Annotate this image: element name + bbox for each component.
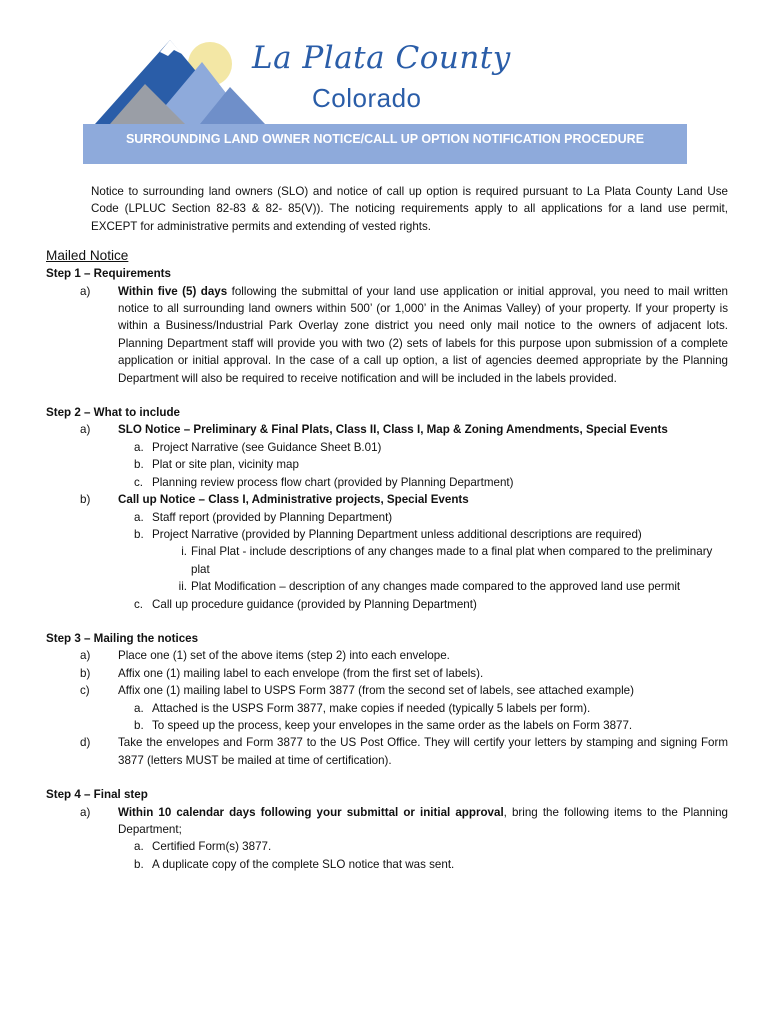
item-label: a) (80, 649, 91, 663)
sub-item (134, 700, 728, 717)
item-label: a) (80, 423, 91, 437)
item-bold: Call up Notice – Class I, Administrative projects, Special Events (118, 493, 469, 507)
sub-sub-label: ii. (178, 580, 187, 594)
sub-sub-label: i. (181, 545, 187, 559)
sub-sub-item (170, 543, 728, 578)
sub-item (134, 439, 728, 456)
item-label: d) (80, 736, 91, 750)
item-text: Affix one (1) mailing label to each envelope (from the first set of labels). (118, 666, 484, 680)
sub-item (134, 509, 728, 526)
item-label: b) (80, 666, 91, 680)
sub-text: Planning review process flow chart (provided by Planning Department) (152, 475, 514, 489)
sub-label: a. (134, 701, 144, 715)
document-body (46, 183, 728, 873)
sub-text: Plat or site plan, vicinity map (152, 458, 299, 472)
item-text (118, 283, 728, 387)
sub-sub-text: Plat Modification – description of any changes made compared to the approved land use permit (191, 580, 681, 594)
item-body: , bring the following items to the Planning Department; (118, 805, 729, 836)
sub-label: a. (134, 510, 144, 524)
item-text: Affix one (1) mailing label to USPS Form 3877 (from the second set of labels, see attached example) (118, 684, 634, 698)
item-body: following the submittal of your land use application or initial approval, you need to mail written notice to all surrounding land owners within 500’ (or 1,000’ in the Animas Valley) of your property. If your property is within a Business/Industrial Park Overlay zone district you need only mail notice to the owners of adjacent lots. Planning Department staff will provide you with two (2) sets of labels for this purpose upon submission of a complete application or initial approval. In the case of a call up option, a list of agencies deemed appropriate by the Planning Department will also be required to receive notification and will be included in the labels provided. (118, 284, 728, 385)
list-item (80, 665, 728, 682)
sub-text: Attached is the USPS Form 3877, make copies if needed (typically 5 labels per form). (152, 701, 591, 715)
sub-label: a. (134, 440, 144, 454)
sub-item (134, 474, 728, 491)
sub-label: c. (134, 475, 144, 489)
step-3-title: Step 3 – Mailing the notices (46, 631, 199, 645)
list-item (80, 682, 728, 699)
item-text (118, 804, 728, 839)
sub-item (134, 856, 728, 873)
step-2-title: Step 2 – What to include (46, 406, 180, 420)
intro-paragraph: Notice to surrounding land owners (SLO) and notice of call up option is required pursuant to La Plata County Land Use Code (LPLUC Section 82-83 & 82- 85(V)). The noticing requirements apply to all applications for a land use permit, EXCEPT for administrative permits and extending of vested rights. (91, 185, 728, 233)
sub-label: b. (134, 527, 144, 541)
sub-sub-item (170, 578, 728, 595)
logo-title-line1: La Plata County (252, 40, 511, 76)
list-item (80, 491, 728, 508)
item-bold: Within five (5) days (118, 284, 228, 298)
sub-label: b. (134, 857, 144, 871)
sub-label: c. (134, 597, 144, 611)
item-label: b) (80, 493, 91, 507)
sub-item (134, 596, 728, 613)
step-4-title: Step 4 – Final step (46, 788, 148, 802)
sub-text: Call up procedure guidance (provided by Planning Department) (152, 597, 477, 611)
sub-text: Certified Form(s) 3877. (152, 840, 272, 854)
step-1-title: Step 1 – Requirements (46, 267, 171, 281)
sub-item (134, 717, 728, 734)
item-text: Take the envelopes and Form 3877 to the US Post Office. They will certify your letters by stamping and signing Form 3877 (letters MUST be mailed at time of certification). (118, 736, 728, 767)
item-text (118, 491, 728, 508)
sub-text: Project Narrative (see Guidance Sheet B.01) (152, 440, 382, 454)
sub-item (134, 456, 728, 473)
sub-label: b. (134, 458, 144, 472)
list-item (80, 283, 728, 387)
section-title: Mailed Notice (46, 248, 129, 264)
sub-item (134, 838, 728, 855)
sub-text: To speed up the process, keep your envelopes in the same order as the labels on Form 3877. (152, 718, 633, 732)
item-label: a) (80, 805, 91, 819)
title-banner (83, 124, 687, 164)
list-item (80, 804, 728, 839)
list-item (80, 647, 728, 664)
item-label: c) (80, 684, 90, 698)
sub-text: Project Narrative (provided by Planning Department unless additional descriptions are required) (152, 527, 642, 541)
list-item (80, 734, 728, 769)
item-bold: Within 10 calendar days following your submittal or initial approval (118, 805, 504, 819)
sub-label: b. (134, 718, 144, 732)
item-bold: SLO Notice – Preliminary & Final Plats, Class II, Class I, Map & Zoning Amendments, Special Events (118, 423, 668, 437)
sub-item (134, 526, 728, 543)
sub-text: Staff report (provided by Planning Department) (152, 510, 393, 524)
item-text (118, 421, 728, 438)
sub-text: A duplicate copy of the complete SLO notice that was sent. (152, 857, 455, 871)
sub-sub-text: Final Plat - include descriptions of any changes made to a final plat when compared to the preliminary plat (191, 545, 713, 576)
list-item (80, 421, 728, 438)
sub-label: a. (134, 840, 144, 854)
banner-title: SURROUNDING LAND OWNER NOTICE/CALL UP OPTION NOTIFICATION PROCEDURE (125, 132, 645, 146)
item-label: a) (80, 284, 91, 298)
item-text: Place one (1) set of the above items (step 2) into each envelope. (118, 649, 450, 663)
logo-title-line2: Colorado (312, 83, 422, 113)
